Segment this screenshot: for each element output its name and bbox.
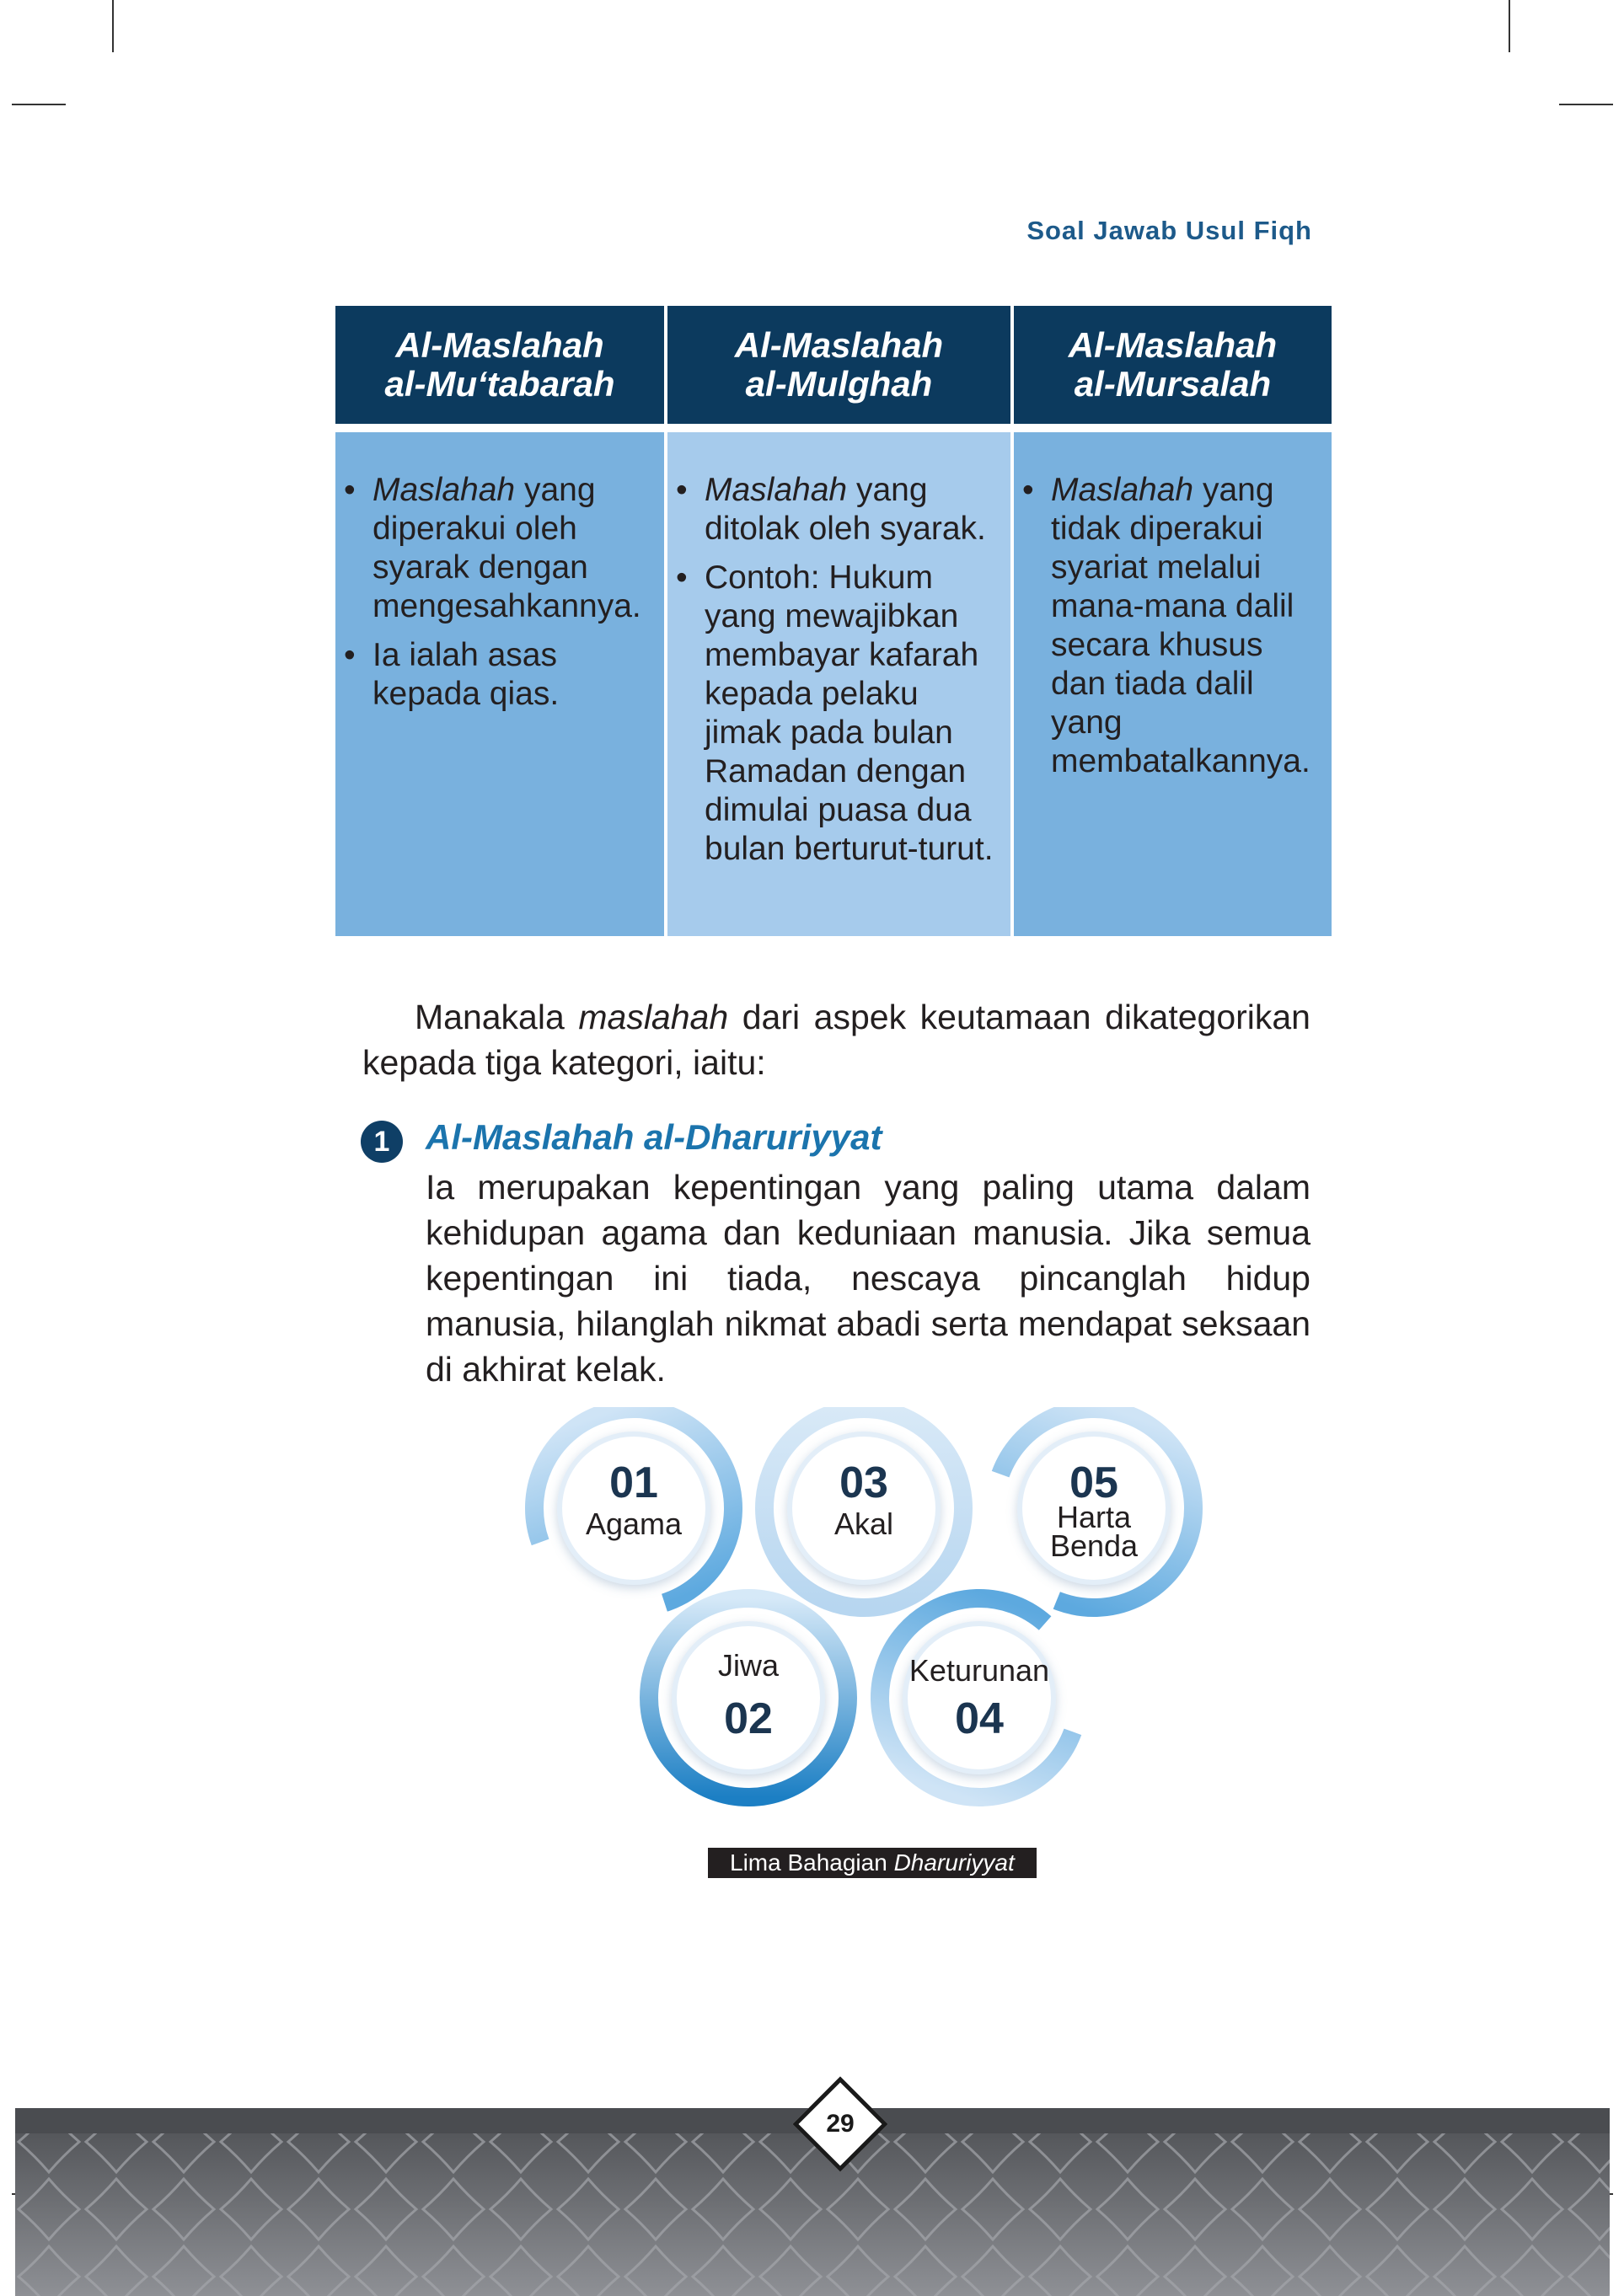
diagram-number-05: 05 [1069, 1458, 1118, 1507]
section-title: Al-Maslahah al-Dharuriyyat [426, 1117, 882, 1157]
table-cell-mutabarah [335, 432, 664, 936]
diagram-label-benda: Benda [1049, 1528, 1139, 1563]
list-item [340, 636, 657, 714]
bullet-text: Contoh: Hukum yang mewajibkan membayar kafarah kepada pelaku jimak pada bulan Ramadan dengan dimulai puasa dua bulan berturut-turut. [705, 559, 994, 867]
intro-paragraph [362, 994, 1310, 1085]
crop-mark [112, 0, 114, 52]
diagram-label-agama: Agama [585, 1507, 683, 1541]
header-line: Al-Maslahah [734, 325, 944, 365]
caption-text: Lima Bahagian [730, 1849, 894, 1876]
term: Maslahah [705, 472, 848, 508]
section-body: Ia merupakan kepentingan yang paling utama dalam kehidupan agama dan keduniaan manusia. Jika semua kepentingan ini tiada, nescaya pincanglah hidup manusia, hilanglah nikmat abadi serta mendapat seksaan di akhirat kelak. [426, 1168, 1310, 1389]
bullet-text: yang ditolak oleh syarak. [705, 472, 986, 547]
diagram-label-harta: Harta [1056, 1500, 1132, 1534]
term: Maslahah [373, 472, 516, 508]
caption-term: Dharuriyyat [893, 1849, 1015, 1876]
dharuriyyat-diagram [506, 1407, 1222, 1828]
term: Maslahah [1051, 472, 1194, 508]
bullet-list [1019, 471, 1325, 781]
running-header: Soal Jawab Usul Fiqh [1026, 216, 1312, 245]
crop-mark [1559, 104, 1613, 105]
header-line: Al-Maslahah [1068, 325, 1278, 365]
bullet-list [673, 471, 1004, 869]
header-line: al-Mu‘tabarah [384, 364, 615, 404]
diagram-label-keturunan: Keturunan [908, 1653, 1050, 1688]
list-item [340, 471, 657, 626]
table-header-mursalah [1014, 306, 1332, 424]
header-line: al-Mursalah [1074, 364, 1272, 404]
diagram-number-03: 03 [839, 1458, 888, 1507]
table-cell-mulghah [667, 432, 1010, 936]
intro-text: dari aspek keutamaan dikategorikan kepada tiga kategori, iaitu: [362, 998, 1310, 1082]
diagram-number-04: 04 [955, 1694, 1004, 1743]
bullet-text: yang diperakui oleh syarak dengan mengesahkannya. [373, 472, 641, 624]
bullet-list [340, 471, 657, 714]
diagram-number-01: 01 [609, 1458, 658, 1507]
diagram-number-02: 02 [724, 1694, 773, 1743]
table-header-mulghah [667, 306, 1010, 424]
list-item [673, 471, 1004, 549]
bullet-text: Ia ialah asas kepada qias. [373, 637, 560, 712]
table-cell-mursalah [1014, 432, 1332, 936]
list-item [673, 559, 1004, 869]
comparison-table [335, 306, 1332, 936]
section-number-badge: 1 [361, 1121, 403, 1163]
crop-mark [1509, 0, 1510, 52]
diagram-label-akal: Akal [833, 1507, 894, 1541]
diagram-label-jiwa: Jiwa [717, 1648, 780, 1683]
header-line: Al-Maslahah [395, 325, 604, 365]
list-item [1019, 471, 1325, 781]
diagram-caption [708, 1848, 1037, 1878]
intro-text: Manakala [415, 998, 579, 1036]
header-line: al-Mulghah [745, 364, 933, 404]
crop-mark [12, 104, 66, 105]
table-header-mutabarah [335, 306, 664, 424]
bullet-text: yang tidak diperakui syariat melalui mana-mana dalil secara khusus dan tiada dalil yang membatalkannya. [1051, 472, 1310, 779]
page-number: 29 [826, 2110, 855, 2138]
intro-term: maslahah [578, 998, 729, 1036]
